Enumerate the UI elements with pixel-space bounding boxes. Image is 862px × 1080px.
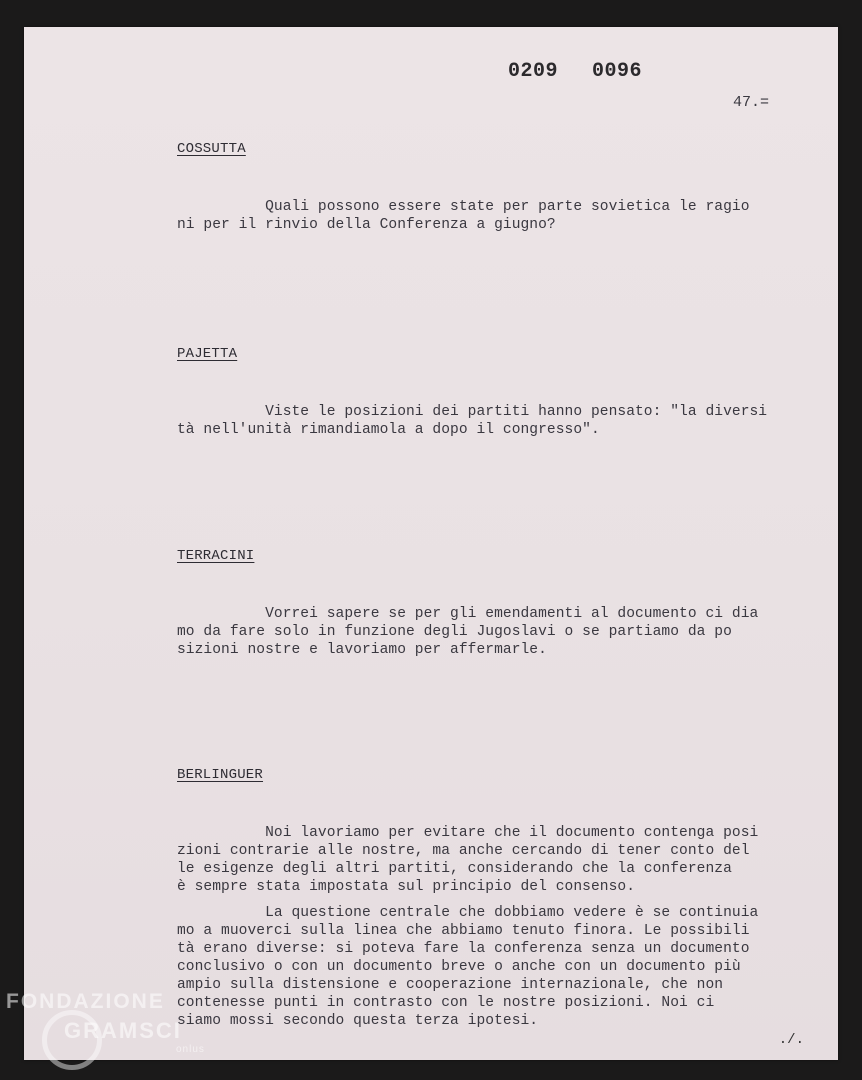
archive-number-part-1: 0209 (508, 60, 559, 83)
paragraph-berlinguer-2: La questione centrale che dobbiamo vedere è se continuia mo a muoverci sulla linea che abbiamo tenuto finora. Le possibili tà erano diverse: si poteva fare la conferenza senza un documento conclusivo o con un documento breve o anche con un documento più ampio sulla distensione e cooperazione internazionale, che non contenesse punti in contrasto con le nostre posizioni. Noi ci siamo mossi secondo questa terza ipotesi. (177, 905, 759, 1029)
foundation-watermark-logo (6, 990, 205, 1055)
speaker-heading-berlinguer: BERLINGUER (177, 767, 264, 783)
watermark-line-1: FONDAZIONE (6, 990, 165, 1013)
watermark-line-2: GRAMSCI (64, 1018, 182, 1043)
paragraph-berlinguer-1: Noi lavoriamo per evitare che il documento contenga posi zioni contrarie alle nostre, ma anche cercando di tener conto del le esigenze degli altri partiti, considerando che la conferenza è sempre stata impostata sul principio del consenso. (177, 825, 759, 895)
speaker-heading-terracini: TERRACINI (177, 548, 255, 564)
speaker-heading-cossutta: COSSUTTA (177, 141, 246, 157)
archive-number-part-2: 0096 (592, 60, 643, 83)
archive-number (508, 60, 642, 83)
paragraph-pajetta: Viste le posizioni dei partiti hanno pensato: "la diversi tà nell'unità rimandiamola a dopo il congresso". (177, 404, 768, 438)
paragraph-cossutta: Quali possono essere state per parte sovietica le ragio ni per il rinvio della Conferenza a giugno? (177, 199, 750, 233)
watermark-line-3: onlus (176, 1044, 205, 1055)
continuation-mark: ./. (778, 1032, 804, 1048)
paragraph-terracini: Vorrei sapere se per gli emendamenti al documento ci dia mo da fare solo in funzione degli Jugoslavi o se partiamo da po sizioni nostre e lavoriamo per affermarle. (177, 606, 759, 658)
speaker-heading-pajetta: PAJETTA (177, 346, 238, 362)
page-number: 47.= (733, 94, 770, 111)
